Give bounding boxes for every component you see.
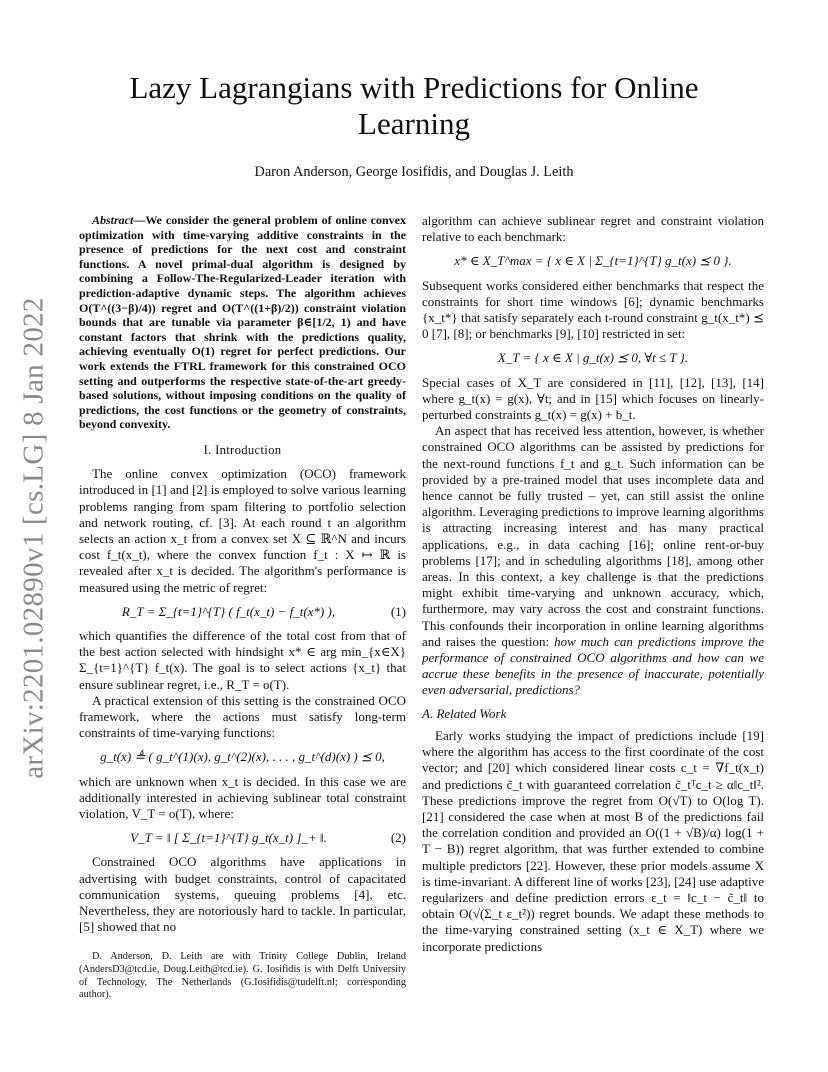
equation-1-number: (1) <box>390 603 406 619</box>
left-column <box>79 213 406 1002</box>
right-paragraph-1: algorithm can achieve sublinear regret and constraint violation relative to each benchmark: <box>422 213 764 245</box>
abstract <box>79 213 406 432</box>
research-question: how much can predictions improve the performance of constrained OCO algorithms and how can we accrue these benefits in the presence of inaccurate, potentially even adversarial, predictions? <box>422 633 765 698</box>
equation-benchmark <box>422 253 764 269</box>
right-paragraph-4-text: An aspect that has received less attention, however, is whether constrained OCO algorithms can be assisted by predictions for the next-round functions f_t and g_t. Such information can be provided by a pre-trained model that uses incomplete data and hence cannot be fully trusted – yet, can still assist the online algorithm. Leveraging predictions to improve learning algorithms is attracting increasing interest and has many practical applications, e.g., in data caching [16]; online rent-or-buy problems [17]; and in scheduling algorithms [18], among other areas. In this context, a key challenge is that the predictions might exhibit time-varying and unknown accuracy, which, furthermore, may vary across the cost and constraint functions. This confounds their incorporation in online learning algorithms and raises the question: <box>422 423 764 649</box>
equation-2-body: V_T = ‖ [ Σ_{t=1}^{T} g_t(x_t) ]_+ ‖. <box>130 830 327 846</box>
equation-benchmark-body: x* ∈ X_T^max = { x ∈ X | Σ_{t=1}^{T} g_t(x) ⪯ 0 }. <box>454 253 732 269</box>
arxiv-identifier-text: arXiv:2201.02890v1 [cs.LG] 8 Jan 2022 <box>17 297 50 779</box>
intro-paragraph-4: which are unknown when x_t is decided. In this case we are additionally interested in achieving sublinear total constraint violation, V_T = o(T), where: <box>79 773 406 821</box>
right-paragraph-4 <box>422 423 764 698</box>
equation-set <box>422 350 764 366</box>
intro-paragraph-2: which quantifies the difference of the total cost from that of the best action selected with hindsight x* ∈ arg min_{x∈X} Σ_{t=1}^{T} f_t(x). The goal is to select actions {x_t} that ensure sublinear regret, i.e., R_T = o(T). <box>79 627 406 692</box>
right-column <box>422 213 764 955</box>
abstract-lead: Abstract <box>92 213 134 227</box>
section-heading-introduction: I. Introduction <box>203 442 282 457</box>
subsection-heading-related-work: A. Related Work <box>422 705 507 721</box>
equation-constraints-body: g_t(x) ≜ ( g_t^(1)(x), g_t^(2)(x), . . . , g_t^(d)(x) ) ⪯ 0, <box>100 749 385 765</box>
equation-constraints <box>79 749 406 765</box>
right-paragraph-2: Subsequent works considered either benchmarks that respect the constraints for short time windows [6]; dynamic benchmarks {x_t*} that satisfy separately each t-round constraint g_t(x_t*) ⪯ 0 [7], [8]; or benchmarks [9], [10] restricted in set: <box>422 277 764 342</box>
related-work-paragraph: Early works studying the impact of predictions include [19] where the algorithm has access to the first coordinate of the cost vector; and [20] which considered linear costs c_t = ∇f_t(x_t) and predictions c̃_t with guaranteed correlation c̃_tᵀc_t ≥ α‖c_t‖². These predictions improve the regret from O(√T) to O(log T). [21] considered the case when at most B of the predictions fail the correlation condition and provided an O((1 + √B)/α) log(1 + T − B)) regret algorithm, that was further extended to combine multiple predictors [22]. However, these prior models assume X is time-invariant. A different line of works [23], [24] use adaptive regularizers and define prediction errors ε_t = ‖c_t − c̃_t‖ to obtain O(√(Σ_t ε_t²)) regret bounds. We adapt these methods to the time-varying constrained setting (x_t ∈ X_T) where we incorporate predictions <box>422 727 764 954</box>
paper-title: Lazy Lagrangians with Predictions for Online Learning <box>129 70 699 141</box>
abstract-body: —We consider the general problem of online convex optimization with time-varying additive constraints in the presence of predictions for the next cost and constraint functions. A novel primal-dual algorithm is designed by combining a Follow-The-Regularized-Leader iteration with prediction-adaptive dynamic steps. The algorithm achieves O(T^((3−β)/4)) regret and O(T^((1+β)/2)) constraint violation bounds that are tunable via parameter β∈[1/2, 1) and have constant factors that shrink with the predictions quality, achieving eventually O(1) regret for perfect predictions. Our work extends the FTRL framework for this constrained OCO setting and outperforms the respective state-of-the-art greedy-based solutions, without imposing conditions on the quality of predictions, the cost functions or the geometry of constraints, beyond convexity. <box>79 213 406 432</box>
right-paragraph-3: Special cases of X_T are considered in [11], [12], [13], [14] where g_t(x) = g(x), ∀t; and in [15] which focuses on linearly-perturbed constraints g_t(x) = g(x) + b_t. <box>422 374 764 423</box>
arxiv-identifier <box>6 268 62 808</box>
intro-paragraph-1: The online convex optimization (OCO) framework introduced in [1] and [2] is employed to solve various learning problems ranging from spam filtering to portfolio selection and network routing, cf. [3]. At each round t an algorithm selects an action x_t from a convex set X ⊆ ℝ^N and incurs cost f_t(x_t), where the convex function f_t : X ↦ ℝ is revealed after x_t is decided. The algorithm's performance is measured using the metric of regret: <box>79 466 406 595</box>
equation-2-number: (2) <box>390 830 406 846</box>
intro-paragraph-3: A practical extension of this setting is the constrained OCO framework, where the actions must satisfy long-term constraints of time-varying functions: <box>79 692 406 741</box>
paper-authors: Daron Anderson, George Iosifidis, and Douglas J. Leith <box>254 164 574 180</box>
author-footnote: D. Anderson, D. Leith are with Trinity College Dublin, Ireland (AndersD3@tcd.ie, Doug.Leith@tcd.ie). G. Iosifidis is with Delft University of Technology, The Netherlands (G.Iosifidis@tudelft.nl; corresponding author). <box>79 951 406 1001</box>
equation-1-body: R_T = Σ_{t=1}^{T} ( f_t(x_t) − f_t(x*) ), <box>121 603 336 619</box>
equation-2 <box>79 830 406 846</box>
intro-paragraph-5: Constrained OCO algorithms have applications in advertising with budget constraints, control of capacitated communication systems, queuing problems [4], etc. Nevertheless, they are notoriously hard to tackle. In particular, [5] showed that no <box>79 854 406 935</box>
equation-1 <box>79 604 406 620</box>
equation-set-body: X_T = { x ∈ X | g_t(x) ⪯ 0, ∀t ≤ T }. <box>497 350 689 366</box>
